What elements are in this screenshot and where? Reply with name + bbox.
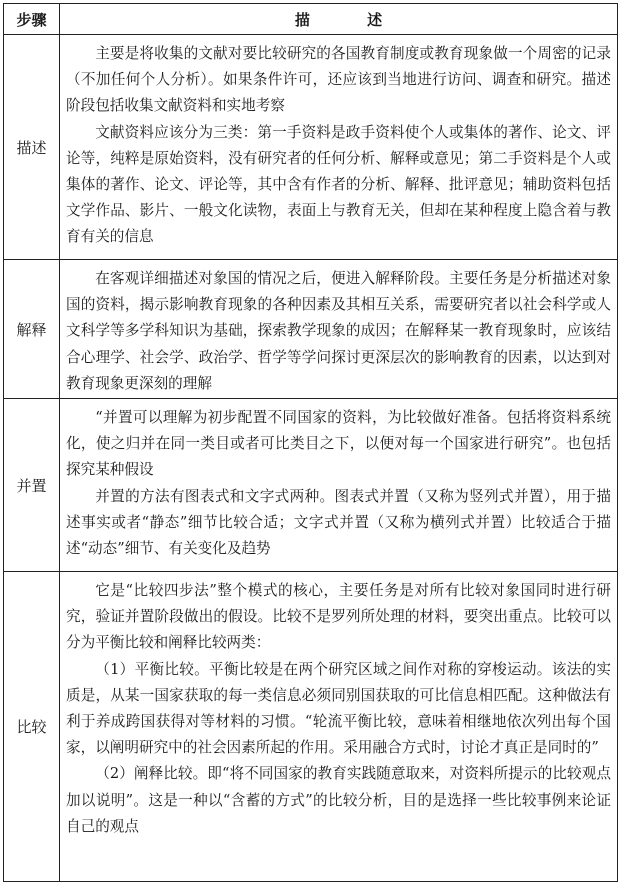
step-description [60, 399, 618, 572]
step-label: 并置 [4, 399, 60, 572]
header-description: 描 述 [60, 4, 618, 35]
description-paragraph: 它是“比较四步法”整个模式的核心，主要任务是对所有比较对象国同时进行研究，验证并置阶段做出的假设。比较不是罗列所处理的材料，要突出重点。比较可以分为平衡比较和阐释比较两类： [66, 582, 611, 652]
table-row [4, 399, 618, 572]
step-label: 解释 [4, 260, 60, 399]
table-row [4, 35, 618, 260]
step-description [60, 260, 618, 399]
table-row [4, 572, 618, 882]
description-paragraph: 在客观详细描述对象国的情况之后，便进入解释阶段。主要任务是分析描述对象国的资料，揭示影响教育现象的各种因素及其相互关系，需要研究者以社会科学或人文科学等多学科知识为基础，探索教学现象的成因；在解释某一教育现象时，应该结合心理学、社会学、政治学、哲学等学问探讨更深层次的影响教育的因素，以达到对教育现象更深刻的理解 [66, 270, 611, 392]
description-paragraph: （1）平衡比较。平衡比较是在两个研究区域之间作对称的穿梭运动。该法的实质是，从某一国家获取的每一类信息必须同别国获取的可比信息相匹配。这种做法有利于养成跨国获得对等材料的习惯。“轮流平衡比较，意味着相继地依次列出每个国家，以阐明研究中的社会因素所起的作用。采用融合方式时，讨论才真正是同时的” [66, 660, 611, 757]
table-row [4, 260, 618, 399]
description-paragraph: 主要是将收集的文献对要比较研究的各国教育制度或教育现象做一个周密的记录（不加任何个人分析）。如果条件许可，还应该到当地进行访问、调查和研究。描述阶段包括收集文献资料和实地考察 [66, 45, 611, 115]
step-description [60, 35, 618, 260]
description-paragraph: 并置的方法有图表式和文字式两种。图表式并置（又称为竖列式并置），用于描述事实或者“静态”细节比较合适；文字式并置（又称为横列式并置）比较适合于描述“动态”细节、有关变化及趋势 [66, 487, 611, 558]
step-label: 描述 [4, 35, 60, 260]
description-paragraph: “并置可以理解为初步配置不同国家的资料，为比较做好准备。包括将资料系统化，使之归并在同一类目或者可比类目之下，以便对每一个国家进行研究”。也包括探究某种假设 [66, 409, 611, 479]
header-step: 步骤 [4, 4, 60, 35]
description-paragraph: （2）阐释比较。即“将不同国家的教育实践随意取来，对资料所提示的比较观点加以说明”。这是一种以“含蓄的方式”的比较分析，目的是选择一些比较事例来论证自己的观点 [66, 765, 611, 835]
step-description [60, 572, 618, 882]
step-label: 比较 [4, 572, 60, 882]
description-paragraph: 文献资料应该分为三类：第一手资料是政手资料使个人或集体的著作、论文、评论等，纯粹是原始资料，没有研究者的任何分析、解释或意见；第二手资料是个人或集体的著作、论文、评论等，其中含有作者的分析、解释、批评意见；辅助资料包括文学作品、影片、一般文化读物，表面上与教育无关，但却在某种程度上隐含着与教育有关的信息 [66, 123, 611, 246]
steps-table [3, 3, 618, 882]
table-header-row [4, 4, 618, 35]
